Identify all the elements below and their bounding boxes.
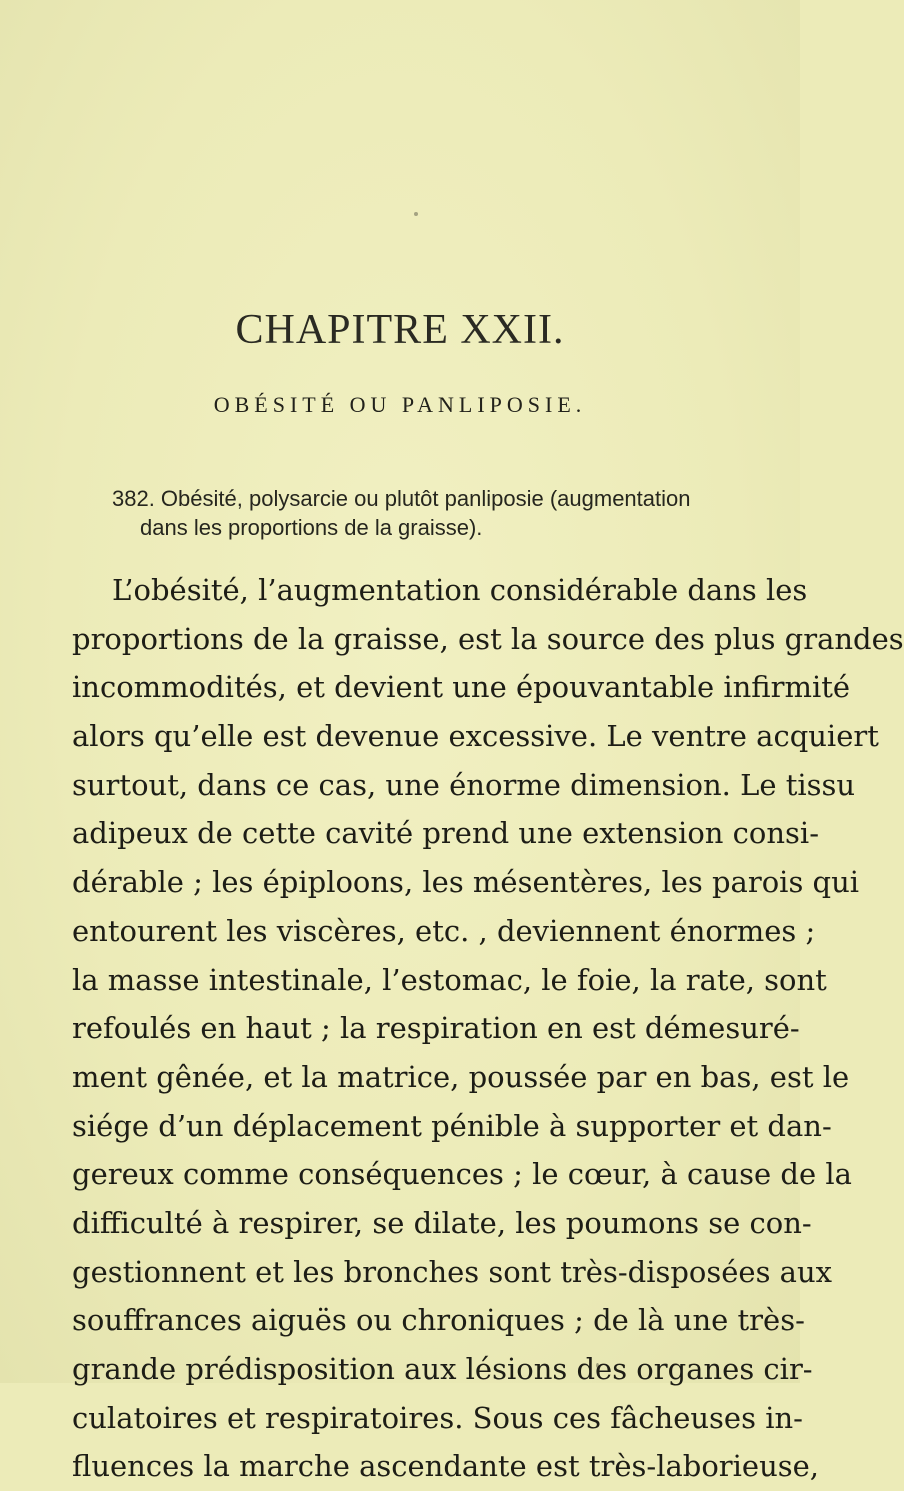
- text-line: alors qu’elle est devenue excessive. Le ventre acquiert: [72, 719, 879, 754]
- chapter-title: CHAPITRE XXII.: [235, 307, 565, 353]
- ink-speck: [414, 212, 418, 216]
- text-line: difficulté à respirer, se dilate, les poumons se con-: [72, 1205, 812, 1240]
- text-line: entourent les viscères, etc. , deviennent énormes ;: [72, 913, 816, 948]
- text-line: culatoires et respiratoires. Sous ces fâcheuses in-: [72, 1400, 803, 1435]
- text-line: souffrances aiguës ou chroniques ; de là une très-: [72, 1303, 805, 1338]
- text-line: grande prédisposition aux lésions des organes cir-: [72, 1352, 813, 1386]
- text-line: proportions de la graisse, est la source des plus grandes: [72, 621, 904, 656]
- body-paragraph: [72, 566, 904, 1491]
- text-line: surtout, dans ce cas, une énorme dimension. Le tissu: [72, 767, 856, 802]
- text-line: dérable ; les épiploons, les mésentères, les parois qui: [72, 865, 860, 900]
- text-line: la masse intestinale, l’estomac, le foie, la rate, sont: [72, 962, 827, 997]
- summary-line: 382. Obésité, polysarcie ou plutôt panliposie (augmentation: [112, 486, 691, 511]
- text-line: siége d’un déplacement pénible à supporter et dan-: [72, 1108, 832, 1143]
- text-line: refoulés en haut ; la respiration en est démesuré-: [72, 1011, 800, 1046]
- chapter-subtitle: OBÉSITÉ OU PANLIPOSIE.: [213, 392, 587, 417]
- text-line: ment gênée, et la matrice, poussée par en bas, est le: [72, 1059, 850, 1094]
- text-line: incommodités, et devient une épouvantable infirmité: [72, 670, 851, 705]
- text-line: adipeux de cette cavité prend une extension consi-: [72, 816, 820, 851]
- summary-line: dans les proportions de la graisse).: [140, 515, 483, 540]
- text-line: L’obésité, l’augmentation considérable dans les: [112, 573, 808, 607]
- text-line: gereux comme conséquences ; le cœur, à cause de la: [72, 1157, 852, 1192]
- section-summary: [112, 484, 712, 542]
- text-line: gestionnent et les bronches sont très-disposées aux: [72, 1254, 833, 1289]
- text-line: fluences la marche ascendante est très-laborieuse,: [72, 1449, 820, 1484]
